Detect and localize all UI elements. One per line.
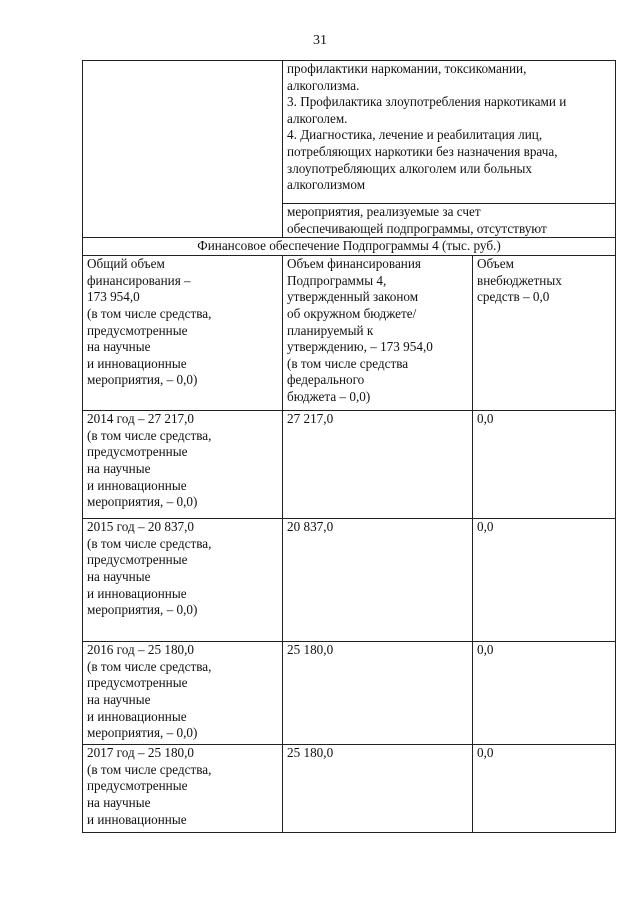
year-extrabudget-cell: 0,0 [473,519,616,642]
table-row [83,238,616,256]
total-financing-header: Общий объем финансирования – 173 954,0 (в том числе средства, предусмотренные на научные и инновационные мероприятия, – 0,0) [83,256,283,411]
financing-title: Финансовое обеспечение Подпрограммы 4 (тыс. руб.) [83,238,616,256]
table-row [83,61,616,204]
page-number: 31 [313,33,327,48]
empty-label-cell [83,61,283,238]
year-budget-cell: 25 180,0 [283,642,473,745]
year-budget-cell: 20 837,0 [283,519,473,642]
year-budget-cell: 25 180,0 [283,745,473,833]
year-total-cell: 2015 год – 20 837,0 (в том числе средства, предусмотренные на научные и инновационные мероприятия, – 0,0) [83,519,283,642]
measures-cell: мероприятия, реализуемые за счет обеспечивающей подпрограммы, отсутствуют [283,204,616,238]
subprogram-tasks-cell: профилактики наркомании, токсикомании, алкоголизма. 3. Профилактика злоупотребления наркотиками и алкоголем. 4. Диагностика, лечение и реабилитация лиц, потребляющих наркотики без назначения врача, злоупотребляющих алкоголем или больных алкоголизмом [283,61,616,204]
year-extrabudget-cell: 0,0 [473,745,616,833]
program-table [82,60,616,833]
budget-financing-header: Объем финансирования Подпрограммы 4, утвержденный законом об окружном бюджете/ планируемый к утверждению, – 173 954,0 (в том числе средства федерального бюджета – 0,0) [283,256,473,411]
table-header-row [83,256,616,411]
table-row [83,745,616,833]
table-row [83,411,616,519]
table-row [83,519,616,642]
year-budget-cell: 27 217,0 [283,411,473,519]
table-row [83,642,616,745]
year-extrabudget-cell: 0,0 [473,642,616,745]
year-total-cell: 2016 год – 25 180,0 (в том числе средства, предусмотренные на научные и инновационные мероприятия, – 0,0) [83,642,283,745]
year-total-cell: 2014 год – 27 217,0 (в том числе средства, предусмотренные на научные и инновационные мероприятия, – 0,0) [83,411,283,519]
year-extrabudget-cell: 0,0 [473,411,616,519]
year-total-cell: 2017 год – 25 180,0 (в том числе средства, предусмотренные на научные и инновационные [83,745,283,833]
extrabudgetary-header: Объем внебюджетных средств – 0,0 [473,256,616,411]
